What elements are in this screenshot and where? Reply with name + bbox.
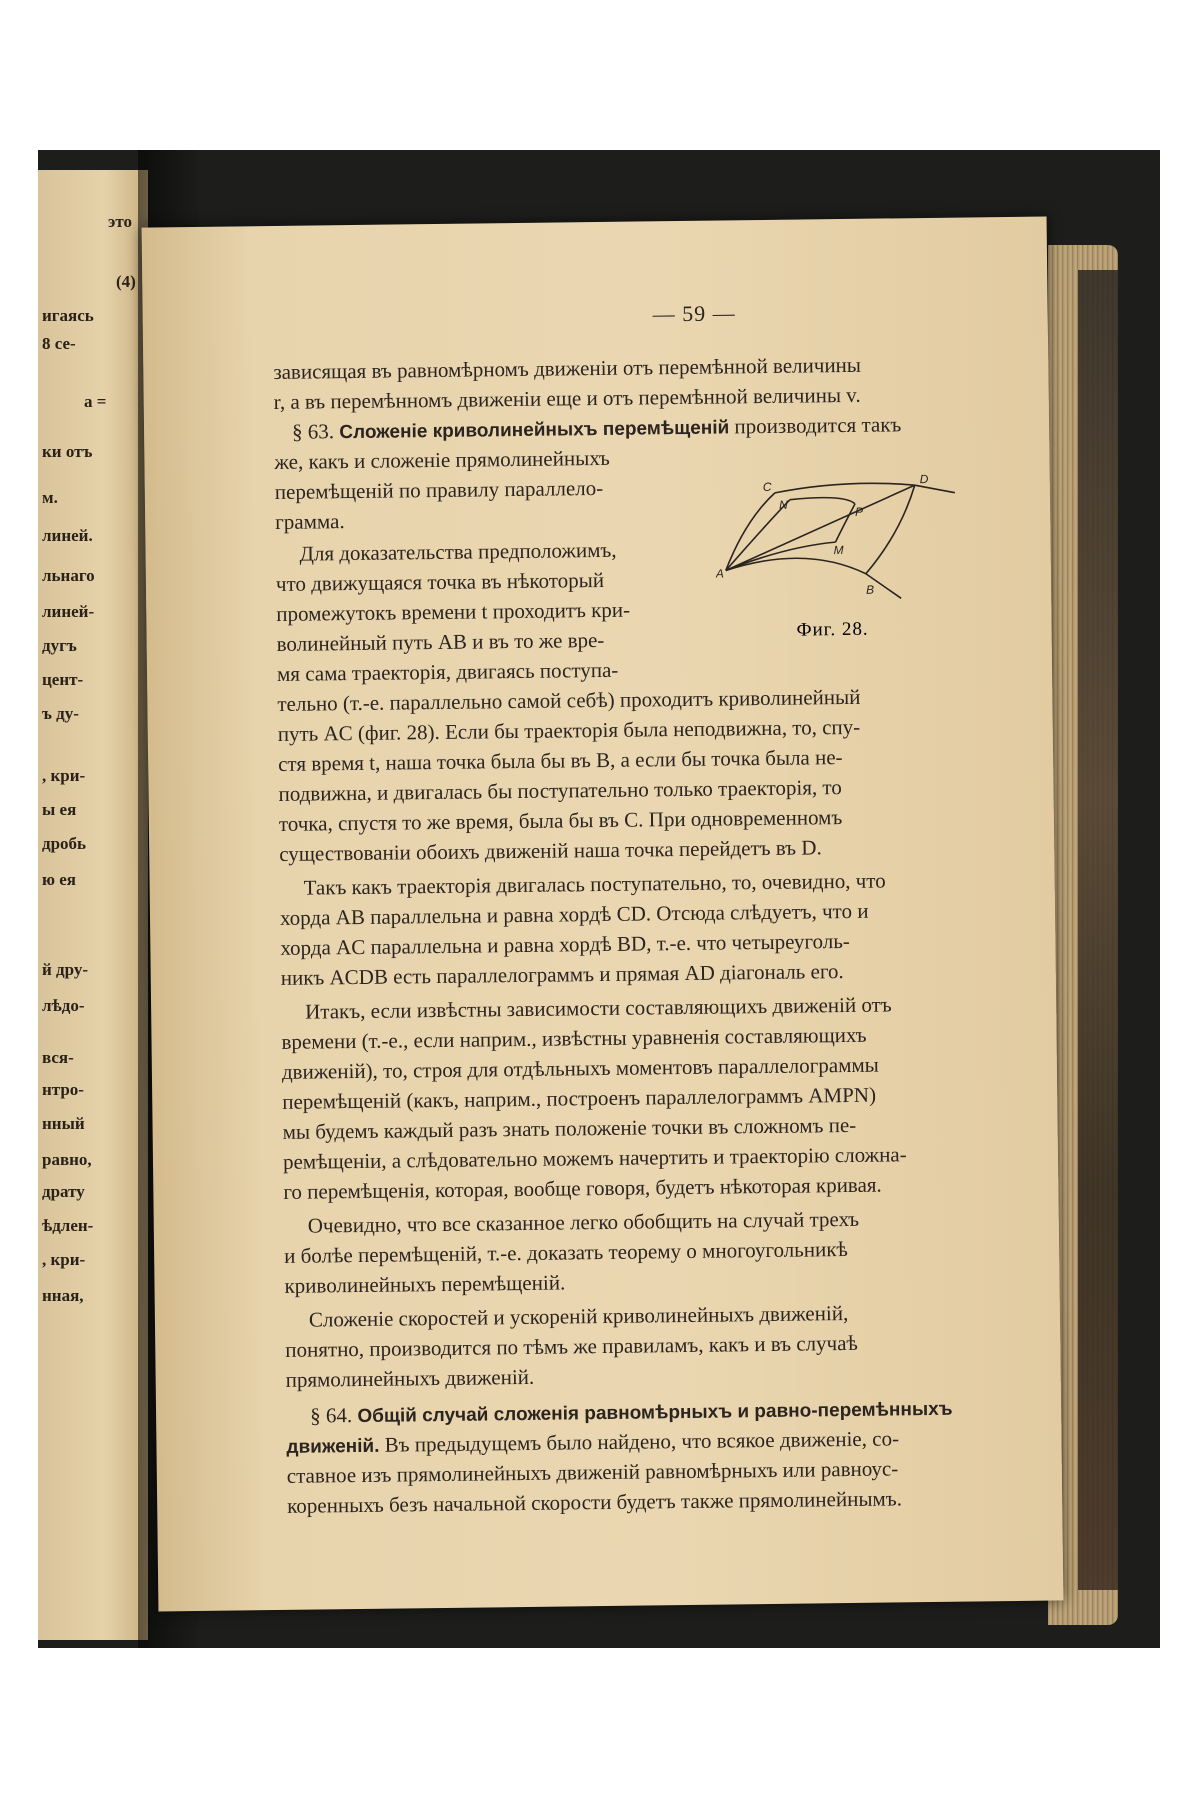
figure-28-diagram <box>715 472 977 615</box>
left-page-line: , кри- <box>42 1250 86 1269</box>
text-line: мя сама траекторiя, двигаясь поступа- <box>276 657 619 686</box>
left-page-line: , кри- <box>42 766 86 785</box>
text-line: грамма. <box>275 509 345 534</box>
text-line: движенiй), то, строя для отдѣльныхъ моментовъ параллелограммы <box>281 1052 879 1084</box>
text-line: Итакъ, если извѣстны зависимости составляющихъ движенiй отъ <box>305 992 892 1024</box>
section-number: § 63. <box>291 419 335 444</box>
page-number: — 59 — <box>652 300 736 327</box>
text-line: коренныхъ безъ начальной скорости будетъ также прямолинейнымъ. <box>287 1486 903 1518</box>
left-page-line: дугъ <box>42 636 77 655</box>
left-page-line: нная, <box>42 1286 84 1305</box>
text-line: Для доказательства предположимъ, <box>299 537 617 566</box>
section-title: Общiй случай сложенiя равномѣрныхъ и равно-перемѣнныхъ <box>357 1398 953 1428</box>
left-page-line: лѣдо- <box>42 996 85 1015</box>
text-line: Очевидно, что все сказанное легко обобщить на случай трехъ <box>307 1206 860 1238</box>
text-fragment: Въ предыдущемъ было найдено, что всякое движенiе, со- <box>384 1426 900 1457</box>
text-line: и болѣе перемѣщенiй, т.-е. доказать теорему о многоугольникѣ <box>284 1237 848 1268</box>
text-line: подвижна, и двигалась бы поступательно только траекторiя, то <box>278 775 843 806</box>
left-page-line: ъ ду- <box>42 704 79 723</box>
text-line: ремѣщенiи, а слѣдовательно можемъ начертить и траекторiю сложна- <box>282 1142 907 1174</box>
curve-ab <box>726 557 866 575</box>
text-line: существованiи обоихъ движенiй наша точка перейдетъ въ D. <box>279 835 822 866</box>
text-line: тельно (т.-е. параллельно самой себѣ) проходитъ криволинейный <box>277 684 861 716</box>
curve-cd <box>775 483 915 493</box>
text-line: путь AC (фиг. 28). Если бы траекторiя была неподвижна, то, спу- <box>277 714 861 746</box>
text-line: стя время t, наша точка была бы въ B, а если бы точка была не- <box>277 745 843 776</box>
left-page-line: равно, <box>42 1150 92 1169</box>
left-page-line: ки отъ <box>42 442 93 461</box>
left-facing-page <box>38 170 148 1640</box>
left-page-line: игаясь <box>42 306 94 325</box>
section-title: Сложенiе криволинейныхъ перемѣщенiй <box>339 417 730 444</box>
text-line: ставное изъ прямолинейныхъ движенiй равномѣрныхъ или равноус- <box>286 1456 899 1488</box>
left-page-line: ю ея <box>42 870 76 889</box>
book-photo <box>38 150 1160 1648</box>
left-page-line: дробь <box>42 834 87 853</box>
text-line: Сложенiе скоростей и ускоренiй криволинейныхъ движенiй, <box>308 1301 849 1332</box>
left-page-line: 8 се- <box>42 334 76 353</box>
left-page-line: нный <box>42 1114 85 1133</box>
text-line: точка, спустя то же время, была бы въ C. При одновременномъ <box>278 805 843 836</box>
left-page-line: цент- <box>42 670 84 689</box>
left-page-line: льнаго <box>42 566 95 585</box>
label-c: C <box>762 479 772 495</box>
label-n: N <box>778 497 788 512</box>
label-a: A <box>715 566 724 581</box>
figure-caption: Фиг. 28. <box>796 618 869 641</box>
left-page-line: линей. <box>42 526 93 545</box>
curve-pm <box>835 504 855 542</box>
book-page <box>142 217 1064 1612</box>
text-line: Такъ какъ траекторiя двигалась поступательно, то, очевидно, что <box>303 868 886 900</box>
left-page-line: (4) <box>116 272 136 291</box>
section-title-cont: движенiй. <box>286 1435 380 1458</box>
left-page-line: ы ея <box>42 800 77 819</box>
left-page-line: й дру- <box>42 960 89 979</box>
left-page-line: линей- <box>42 602 95 621</box>
text-line: хорда AC параллельна и равна хордѣ BD, т.-е. что четыреуголь- <box>280 928 850 960</box>
label-p: P <box>855 504 864 519</box>
text-line: времени (т.-е., если наприм., извѣстны уравненiя составляющихъ <box>281 1022 867 1054</box>
text-line: зависящая въ равномѣрномъ движенiи отъ перемѣнной величины <box>273 352 862 384</box>
text-line: волинейный путь AB и въ то же вре- <box>276 627 605 656</box>
text-line: понятно, производится по тѣмъ же правиламъ, какъ и въ случаѣ <box>285 1330 859 1362</box>
left-page-line: это <box>108 212 132 231</box>
text-line: что движущаяся точка въ нѣкоторый <box>275 567 605 596</box>
text-line: перемѣщенiй по правилу параллело- <box>274 475 604 504</box>
page-text <box>272 217 972 1518</box>
text-line: промежутокъ времени t проходитъ кри- <box>276 597 631 626</box>
left-page-line: драту <box>42 1182 85 1201</box>
text-line: мы будемъ каждый разъ знать положенiе точки въ сложномъ пе- <box>282 1112 857 1144</box>
label-d: D <box>919 472 929 487</box>
section-number: § 64. <box>309 1403 353 1428</box>
worn-binding-edge <box>1078 270 1118 1590</box>
curve-bd <box>865 485 916 574</box>
label-b: B <box>865 582 875 597</box>
text-line: никъ ACDB есть параллелограммъ и прямая AD дiагональ его. <box>280 959 844 990</box>
left-page-line: вся- <box>42 1048 74 1067</box>
text-line: же, какъ и сложенiе прямолинейныхъ <box>274 445 610 474</box>
text-line: криволинейныхъ перемѣщенiй. <box>284 1270 566 1298</box>
text-line: хорда AB параллельна и равна хордѣ CD. Отсюда слѣдуетъ, что и <box>279 898 869 930</box>
left-page-line: ѣдлен- <box>42 1216 94 1235</box>
section-heading <box>292 410 902 447</box>
text-line: перемѣщенiй (какъ, наприм., построенъ параллелограммъ AMPN) <box>282 1082 877 1114</box>
text-fragment: производится такъ <box>734 412 902 439</box>
label-m: M <box>833 543 844 558</box>
left-page-line: м. <box>42 488 58 507</box>
left-page-line: нтро- <box>42 1080 84 1099</box>
text-line: прямолинейныхъ движенiй. <box>285 1364 535 1392</box>
curve-np <box>790 497 855 504</box>
text-line: r, а въ перемѣнномъ движенiи еще и отъ перемѣнной величины v. <box>273 382 861 414</box>
left-page-line: а = <box>84 392 107 411</box>
text-line: го перемѣщенiя, которая, вообще говоря, будетъ нѣкоторая кривая. <box>283 1172 882 1204</box>
